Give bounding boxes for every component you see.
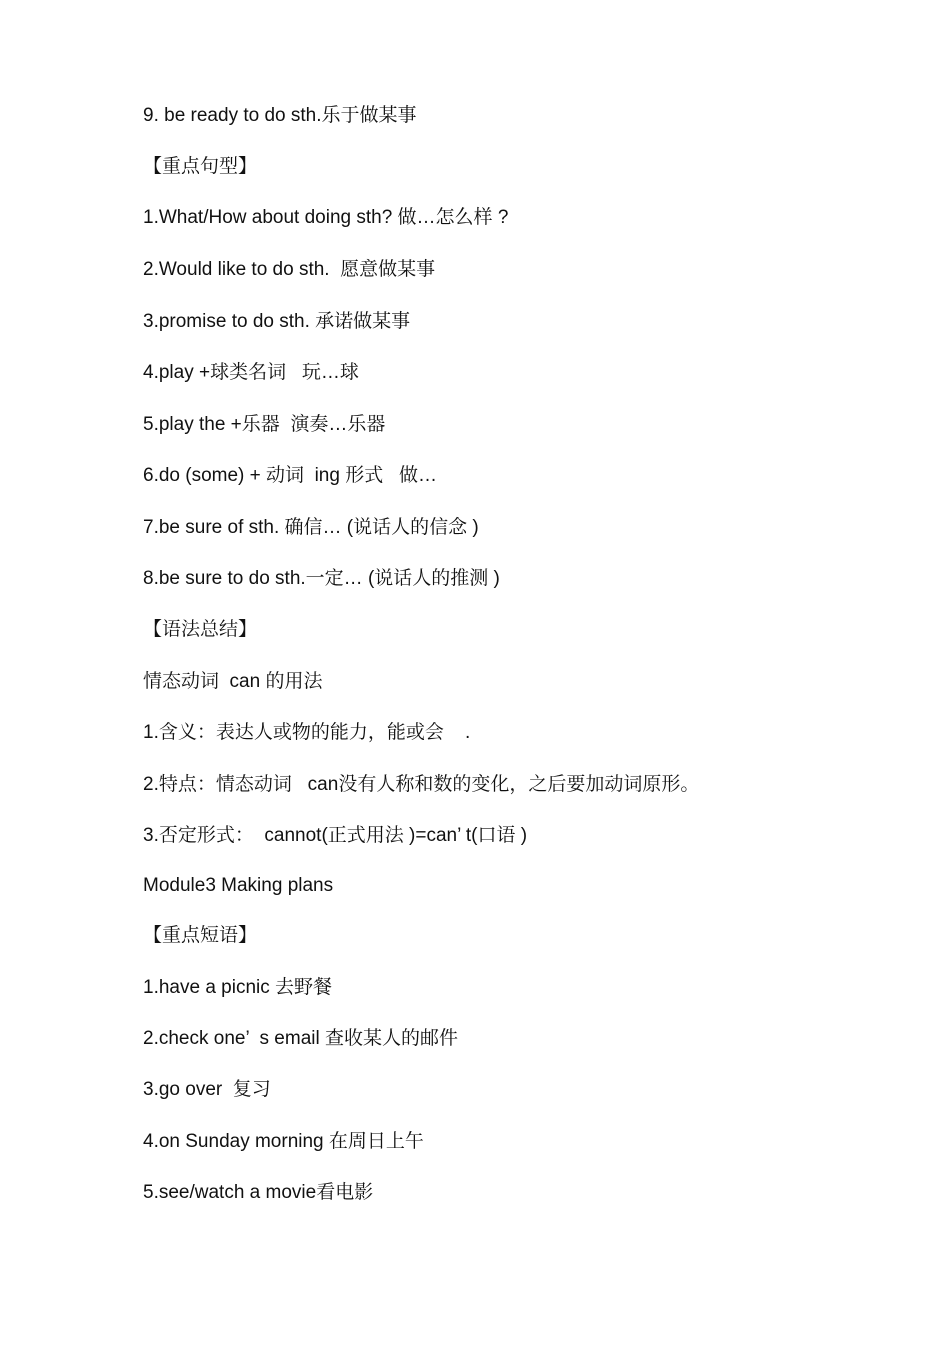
text-line: 3.go over 复习 (143, 1079, 271, 1100)
section-heading: 【语法总结】 (143, 619, 258, 640)
text-line: 1.What/How about doing sth? 做…怎么样 ? (143, 207, 509, 228)
text-line: 1.have a picnic 去野餐 (143, 977, 333, 998)
text-line: 3.promise to do sth. 承诺做某事 (143, 311, 411, 332)
text-line: 2.Would like to do sth. 愿意做某事 (143, 259, 436, 280)
text-line: 9. be ready to do sth.乐于做某事 (143, 105, 417, 126)
text-line: 情态动词 can 的用法 (143, 671, 323, 692)
text-line: 4.play +球类名词 玩…球 (143, 362, 359, 383)
text-line: 3.否定形式： cannot(正式用法 )=can’ t(口语 ) (143, 825, 528, 846)
text-line: 5.play the +乐器 演奏…乐器 (143, 414, 386, 435)
section-heading: 【重点句型】 (143, 156, 258, 177)
module-title: Module3 Making plans (143, 875, 334, 896)
text-line: 6.do (some) + 动词 ing 形式 做… (143, 465, 438, 486)
text-line: 7.be sure of sth. 确信… (说话人的信念 ) (143, 517, 479, 538)
text-line: 5.see/watch a movie看电影 (143, 1182, 374, 1203)
text-line: 2.check one’ s email 查收某人的邮件 (143, 1028, 458, 1049)
section-heading: 【重点短语】 (143, 925, 258, 946)
text-line: 8.be sure to do sth.一定… (说话人的推测 ) (143, 568, 500, 589)
text-line: 4.on Sunday morning 在周日上午 (143, 1131, 424, 1152)
text-line: 2.特点：情态动词 can没有人称和数的变化，之后要加动词原形。 (143, 774, 700, 795)
text-line: 1.含义：表达人或物的能力，能或会 . (143, 722, 471, 743)
